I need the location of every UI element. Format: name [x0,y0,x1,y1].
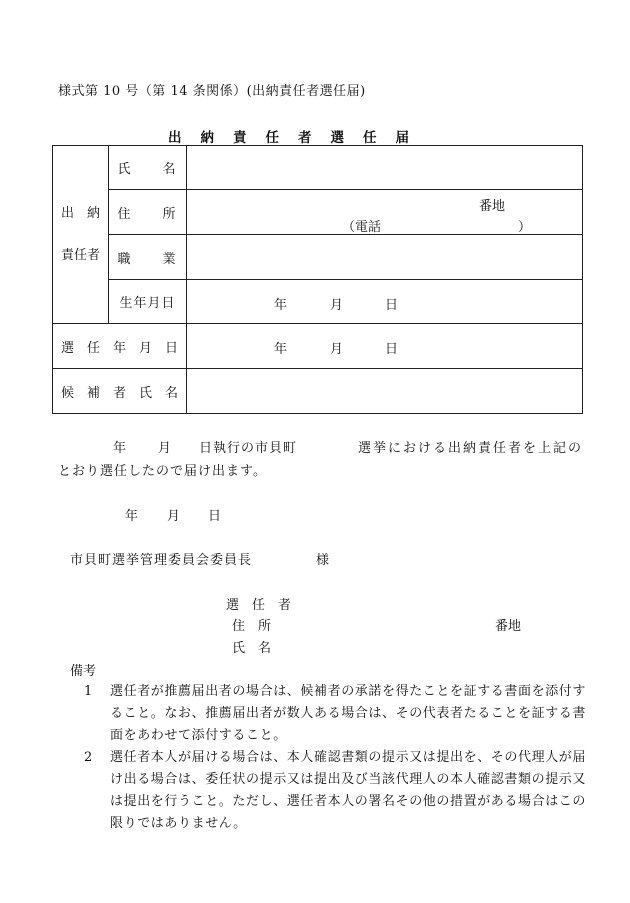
form-number-label: 様式第 10 号（第 14 条関係）(出納責任者選任届) [58,84,366,99]
appointer-banchi: 番地 [495,619,522,634]
statement-line2: とおり選任したので届け出ます。 [58,464,267,479]
note-item-1 [84,681,588,747]
page-title: 出納責任者選任届 [168,130,428,146]
appoint-year-unit: 年 [274,342,288,357]
addressee-honorific: 様 [316,553,330,568]
appointer-label: 選 任 者 [226,598,292,613]
appoint-month-unit: 月 [330,342,344,357]
candidate-name-label: 候 補 者 氏 名 [53,369,187,414]
statement-line1-tail: 選挙における出納責任者を上記の [358,441,584,456]
note-item-2 [84,747,588,835]
appoint-day-unit: 日 [385,342,399,357]
birth-year-unit: 年 [274,298,288,313]
birthdate-label: 生年月日 [109,280,187,324]
birth-month-unit: 月 [330,298,344,313]
address-label: 住 所 [109,190,187,235]
address-field[interactable] [187,190,583,235]
phone-close: ） [518,220,532,235]
submit-year: 年 [125,509,139,524]
name-label: 氏 名 [109,146,187,190]
appointment-date-label: 選 任 年 月 日 [53,324,187,369]
notes-heading: 備考 [70,664,97,679]
submit-day: 日 [208,509,222,524]
name-field[interactable] [187,146,583,190]
appointment-date-field[interactable] [187,324,583,369]
note-number-2: 2 [84,750,93,765]
address-banchi: 番地 [479,199,506,214]
group-label-line1: 出 納 [60,205,100,221]
birthdate-field[interactable] [187,280,583,324]
appointer-address-label: 住 所 [232,619,272,634]
group-label-line2: 責任者 [60,247,100,263]
treasurer-group-label [53,146,109,324]
appointer-name-label: 氏 名 [232,641,272,656]
appointment-form-table [52,145,583,414]
note-text-2: 選任者本人が届ける場合は、本人確認書類の提示又は提出を、その代理人が届け出る場合は、委任状の提示又は提出及び当該代理人の本人確認書類の提示又は提出を行うこと。ただし、選任者本人の署名その他の措置がある場合はこの限りではありません。 [110,750,587,831]
occupation-field[interactable] [187,235,583,280]
phone-open: （電話 [342,220,382,235]
note-text-1: 選任者が推薦届出者の場合は、候補者の承諾を得たことを証する書面を添付すること。なお、推薦届出者が数人ある場合は、その代表者たることを証する書面をあわせて添付すること。 [110,684,587,743]
occupation-label: 職 業 [109,235,187,280]
submit-month: 月 [167,509,181,524]
addressee: 市貝町選挙管理委員会委員長 [70,553,253,568]
candidate-name-field[interactable] [187,369,583,414]
statement-day-text: 日執行の市貝町 [199,441,298,456]
statement-month: 月 [158,441,172,456]
statement-year: 年 [113,441,127,456]
birth-day-unit: 日 [385,298,399,313]
note-number-1: 1 [84,684,93,699]
